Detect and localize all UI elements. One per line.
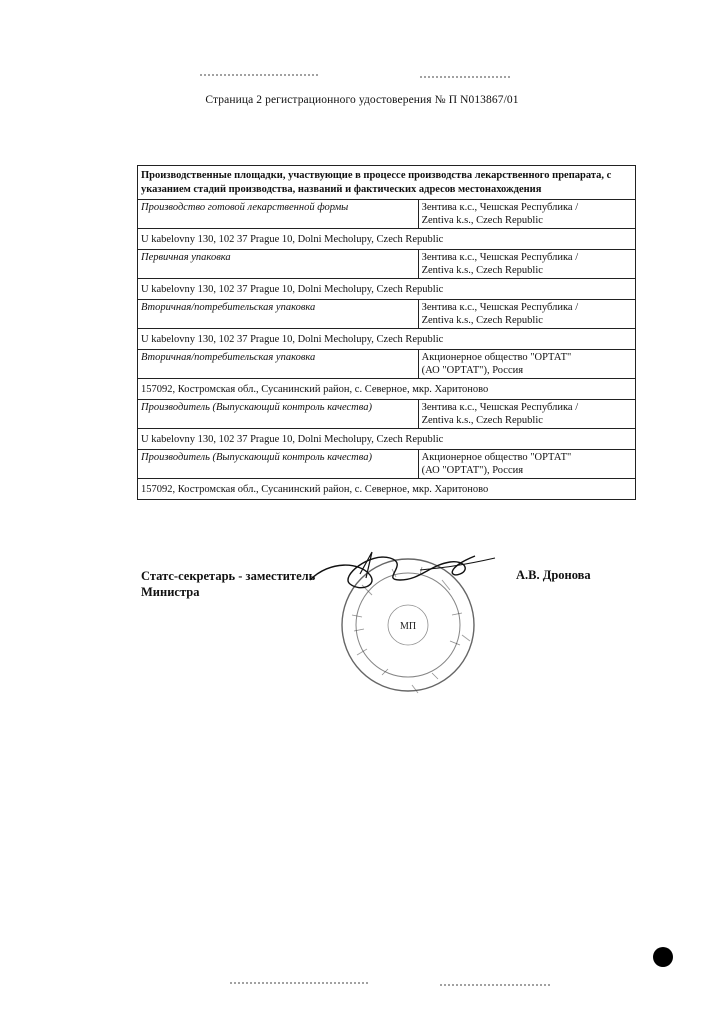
table-row <box>138 229 636 250</box>
page-title: Страница 2 регистрационного удостоверения № П N013867/01 <box>205 94 519 106</box>
company-line: Акционерное общество "ОРТАТ" <box>421 452 572 463</box>
company-line: (АО "ОРТАТ"), Россия <box>421 465 524 476</box>
table-row <box>138 200 636 229</box>
table-row <box>138 279 636 300</box>
company-cell <box>418 300 635 329</box>
scan-artifact-bottom <box>230 982 370 984</box>
table-row <box>138 250 636 279</box>
table-row <box>138 379 636 400</box>
signatory-name: А.В. Дронова <box>516 568 591 582</box>
company-line: Zentiva k.s., Czech Republic <box>421 415 543 426</box>
company-line: Зентива к.с., Чешская Республика / <box>421 252 579 263</box>
company-line: Zentiva k.s., Czech Republic <box>421 215 543 226</box>
address-cell: 157092, Костромская обл., Сусанинский район, с. Северное, мкр. Харитоново <box>138 379 636 400</box>
company-cell <box>418 350 635 379</box>
table-row <box>138 350 636 379</box>
table-row <box>138 300 636 329</box>
address-cell: U kabelovny 130, 102 37 Prague 10, Dolni Mecholupy, Czech Republic <box>138 229 636 250</box>
punch-hole-mark <box>653 947 673 967</box>
address-cell: U kabelovny 130, 102 37 Prague 10, Dolni Mecholupy, Czech Republic <box>138 429 636 450</box>
stage-cell: Вторичная/потребительская упаковка <box>138 300 419 329</box>
table-heading: Производственные площадки, участвующие в процессе производства лекарственного препарата, с указанием стадий производства, названий и фактических адресов местонахождения <box>138 166 636 200</box>
scan-artifact-top <box>200 74 320 76</box>
company-line: Zentiva k.s., Czech Republic <box>421 315 543 326</box>
company-line: (АО "ОРТАТ"), Россия <box>421 365 524 376</box>
company-cell <box>418 200 635 229</box>
company-line: Зентива к.с., Чешская Республика / <box>421 302 579 313</box>
table-row <box>138 429 636 450</box>
address-cell: U kabelovny 130, 102 37 Prague 10, Dolni Mecholupy, Czech Republic <box>138 279 636 300</box>
stage-cell: Первичная упаковка <box>138 250 419 279</box>
stage-cell: Производитель (Выпускающий контроль качества) <box>138 450 419 479</box>
company-cell <box>418 400 635 429</box>
table-row <box>138 450 636 479</box>
company-line: Акционерное общество "ОРТАТ" <box>421 352 572 363</box>
position-line: Министра <box>141 585 200 599</box>
handwritten-signature <box>300 540 500 600</box>
table-row <box>138 479 636 500</box>
table-row <box>138 329 636 350</box>
position-line: Статс-секретарь - заместитель <box>141 569 316 583</box>
address-cell: U kabelovny 130, 102 37 Prague 10, Dolni Mecholupy, Czech Republic <box>138 329 636 350</box>
company-line: Zentiva k.s., Czech Republic <box>421 265 543 276</box>
stamp-center-text: МП <box>399 621 417 632</box>
signatory-position <box>141 568 315 600</box>
address-cell: 157092, Костромская обл., Сусанинский район, с. Северное, мкр. Харитоново <box>138 479 636 500</box>
stage-cell: Производитель (Выпускающий контроль качества) <box>138 400 419 429</box>
company-line: Зентива к.с., Чешская Республика / <box>421 202 579 213</box>
scan-artifact-bottom <box>440 984 550 986</box>
company-line: Зентива к.с., Чешская Республика / <box>421 402 579 413</box>
stage-cell: Производство готовой лекарственной формы <box>138 200 419 229</box>
production-sites-table <box>137 165 636 500</box>
table-row <box>138 400 636 429</box>
scan-artifact-top <box>420 76 510 78</box>
company-cell <box>418 450 635 479</box>
stage-cell: Вторичная/потребительская упаковка <box>138 350 419 379</box>
company-cell <box>418 250 635 279</box>
table-heading-row <box>138 166 636 200</box>
